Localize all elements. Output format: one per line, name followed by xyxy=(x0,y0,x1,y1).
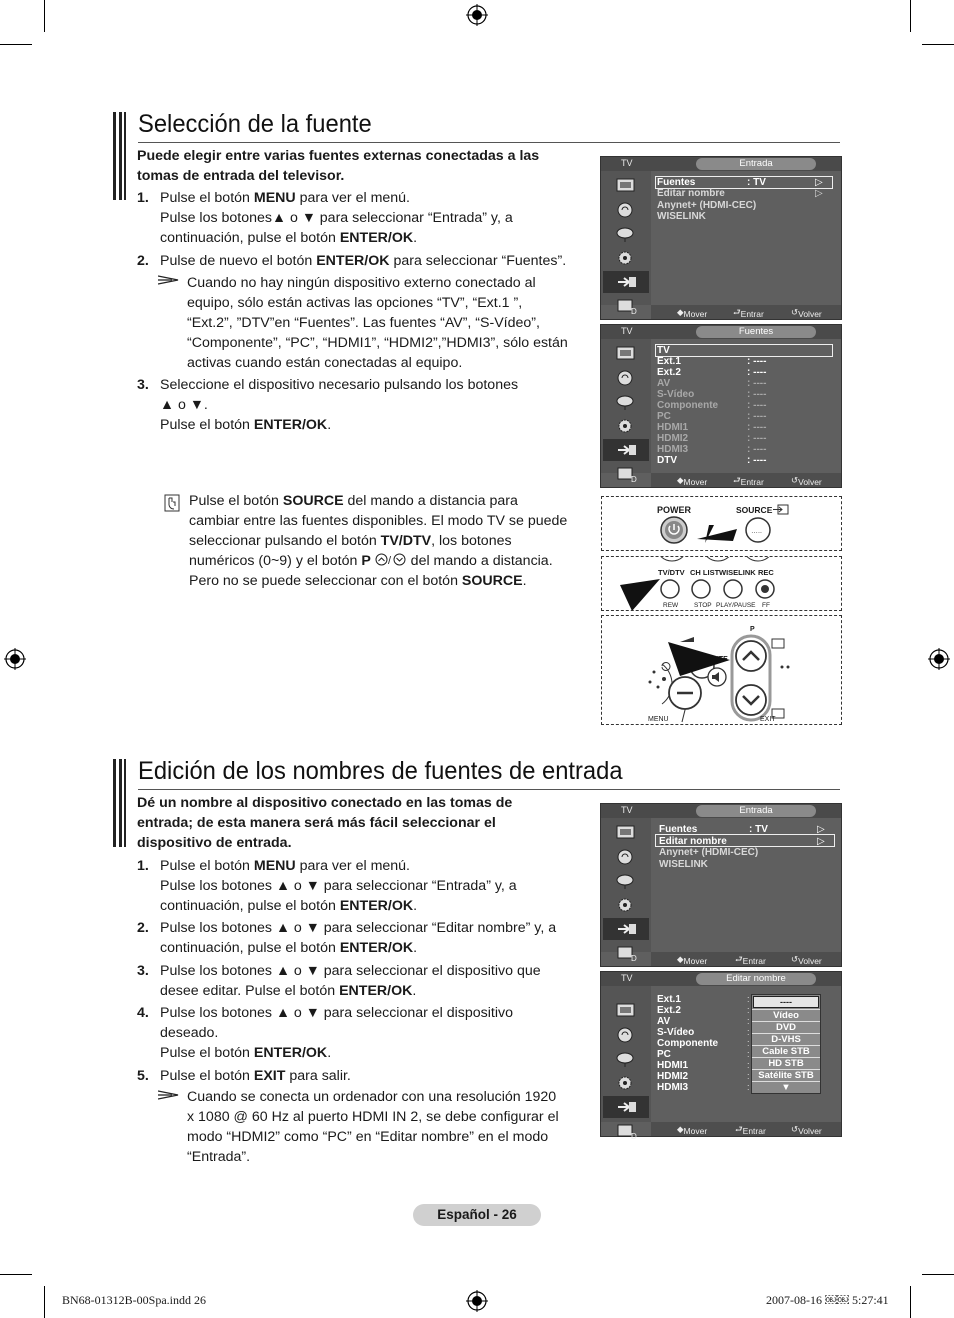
p-label: P xyxy=(750,626,755,633)
step-number: 3. xyxy=(137,963,149,979)
osd-footer: ◆ Mover ⮐ Entrar ↺ Volver xyxy=(651,473,841,487)
digital-menu-icon[interactable] xyxy=(603,295,649,317)
setup-menu-icon[interactable] xyxy=(603,247,649,269)
osd-row[interactable]: S-Vídeo xyxy=(657,1027,695,1038)
crop-mark xyxy=(0,1274,32,1275)
osd-row: HDMI2 : ---- xyxy=(657,433,767,444)
note-text: Cuando se conecta un ordenador con una resolución 1920 x 1080 @ 60 Hz al puerto HDMI IN 2, se debe configurar el modo “HDMI2” como “PC” en “Editar nombre” en el modo “Entrada”. xyxy=(187,1089,559,1165)
osd-row[interactable]: HDMI2 xyxy=(657,1071,689,1082)
osd-row[interactable]: Anynet+ (HDMI-CEC) xyxy=(659,847,759,858)
setup-menu-icon[interactable] xyxy=(603,894,649,916)
channel-menu-icon[interactable] xyxy=(603,1048,649,1070)
note-arrow-icon xyxy=(158,275,180,285)
title-bars xyxy=(113,759,127,847)
wiselink-button[interactable] xyxy=(722,578,744,600)
remote-tip-icon xyxy=(164,494,180,512)
sound-menu-icon[interactable] xyxy=(603,1024,649,1046)
remote-button-outlines xyxy=(602,556,841,565)
picture-menu-icon[interactable] xyxy=(603,343,649,365)
colon-column: : : : : : : : : : xyxy=(747,994,750,1092)
page-title: Selección de la fuente xyxy=(138,110,372,138)
osd-editar-nombre-menu: TV Editar nombre D Ext.1 Ext.2 AV S-Vídeo Componente PC HDMI1 HDMI2 HDMI3 : : : : : : : : : ---- Vídeo DVD D-VHS Cable STB HD STB Satélite STB ▼ ◆ Mover ⮐ Entrar ↺ Volver xyxy=(600,971,842,1137)
pointer-arrow-icon xyxy=(618,577,668,611)
crop-mark xyxy=(922,44,954,45)
name-option[interactable]: Cable STB xyxy=(752,1045,820,1057)
registration-mark-icon xyxy=(466,4,488,26)
page-number-badge: Español - 26 xyxy=(413,1204,541,1226)
channel-menu-icon[interactable] xyxy=(603,391,649,413)
section-title: Edición de los nombres de fuentes de entrada xyxy=(138,757,623,785)
name-option[interactable]: Satélite STB xyxy=(752,1069,820,1081)
osd-fuentes-menu: TV Fuentes D TV Ext.1 : ---- Ext.2 : ---- AV : ---- S-Vídeo : ---- Componente : ---- PC : ---- HDMI1 : ---- HDMI2 : ---- HDMI3 : ---- DTV : ---- ◆ Mover ⮐ Entrar ↺ Volver xyxy=(600,324,842,488)
osd-row[interactable]: Componente xyxy=(657,1038,719,1049)
step-2-text: Pulse los botones ▲ o ▼ para seleccionar “Editar nombre” y, a continuación, pulse el botón ENTER/OK. xyxy=(160,920,557,956)
sound-menu-icon[interactable] xyxy=(603,846,649,868)
note-arrow-icon xyxy=(158,1090,180,1100)
chlist-button[interactable] xyxy=(690,578,712,600)
step-number: 2. xyxy=(137,253,149,269)
registration-mark-icon xyxy=(4,648,26,670)
name-option[interactable]: Vídeo xyxy=(752,1009,820,1021)
playpause-label: PLAY/PAUSE xyxy=(716,602,756,609)
osd-row[interactable]: Anynet+ (HDMI-CEC) xyxy=(657,200,757,211)
osd-row[interactable]: HDMI1 xyxy=(657,1060,689,1071)
osd-sidebar xyxy=(601,986,651,1140)
step-3-text: Seleccione el dispositivo necesario pulsando los botones ▲ o ▼. Pulse el botón ENTER/OK. xyxy=(160,377,519,433)
tip-text: Pulse el botón SOURCE del mando a distancia para cambiar entre las fuentes disponibles. El modo TV se puede seleccionar pulsando el botón TV/DTV, los botones numéricos (0~9) y el botón P / del mando a distancia. Pero no se puede seleccionar con el botón SOURCE. xyxy=(189,493,568,589)
input-menu-icon[interactable] xyxy=(603,918,649,940)
osd-sidebar xyxy=(601,818,651,962)
name-option[interactable]: HD STB xyxy=(752,1057,820,1069)
title-rule xyxy=(138,789,840,790)
step-4-text: Pulse los botones ▲ o ▼ para seleccionar el dispositivo deseado. Pulse el botón ENTER/OK. xyxy=(160,1005,514,1061)
sound-menu-icon[interactable] xyxy=(603,367,649,389)
osd-row[interactable]: Ext.2 xyxy=(657,1005,681,1016)
ff-label: FF xyxy=(762,602,770,609)
osd-row: PC : ---- xyxy=(657,411,767,422)
name-option[interactable]: D-VHS xyxy=(752,1033,820,1045)
wiselink-label: WISELINK xyxy=(719,568,756,577)
digital-menu-icon[interactable] xyxy=(603,463,649,485)
crop-mark xyxy=(910,0,911,32)
osd-row[interactable]: TV xyxy=(657,345,670,356)
svg-text:…..: ….. xyxy=(751,528,762,535)
osd-header: Entrada xyxy=(696,805,816,817)
step-number: 3. xyxy=(137,377,149,393)
osd-row[interactable]: Ext.1 xyxy=(657,994,681,1005)
rew-label: REW xyxy=(663,602,679,609)
osd-row[interactable]: Fuentes : TV ▷ xyxy=(659,824,825,835)
step-2-text: Pulse de nuevo el botón ENTER/OK para seleccionar “Fuentes”. xyxy=(160,253,567,269)
setup-menu-icon[interactable] xyxy=(603,1072,649,1094)
note-text: Cuando no hay ningún dispositivo externo conectado al equipo, sólo están activas las opciones “TV”, “Ext.1 ”, “Ext.2”, ”DTV”en “Fuentes”. Las fuentes “AV”, “S-Vídeo”, “Componente”, “PC”, “HDMI1”, “HDMI2”,”HDMI3”, sólo están activas cuando están conectadas al equipo. xyxy=(187,275,568,371)
svg-text:D: D xyxy=(631,475,637,483)
remote-tvdtv-row xyxy=(601,556,842,611)
registration-mark-icon xyxy=(928,648,950,670)
input-menu-icon[interactable] xyxy=(603,1096,649,1118)
p-updown-icon xyxy=(375,553,407,566)
crop-mark xyxy=(910,1286,911,1318)
power-label: POWER xyxy=(657,505,692,515)
osd-entrada-menu: TV Entrada D Fuentes : TV ▷ Editar nombre ▷ Anynet+ (HDMI-CEC) WISELINK ◆ Mover ⮐ Entrar ↺ Volver xyxy=(600,156,842,320)
osd-row[interactable]: AV xyxy=(657,1016,671,1027)
stop-label: STOP xyxy=(694,602,712,609)
channel-menu-icon[interactable] xyxy=(603,223,649,245)
pointer-arrow-icon xyxy=(668,638,742,678)
volume-down-button[interactable] xyxy=(666,674,704,712)
exit-label: EXIT xyxy=(760,716,776,723)
osd-row: S-Vídeo : ---- xyxy=(657,389,767,400)
osd-row[interactable]: Ext.1 : ---- xyxy=(657,356,767,367)
step-number: 1. xyxy=(137,190,149,206)
step-number: 2. xyxy=(137,920,149,936)
osd-row: AV : ---- xyxy=(657,378,767,389)
osd-entrada-menu: TV Entrada D Fuentes : TV ▷ Editar nombre ▷ Anynet+ (HDMI-CEC) WISELINK ◆ Mover ⮐ Entrar ↺ Volver xyxy=(600,803,842,967)
menu-label: MENU xyxy=(648,716,669,723)
scroll-down-icon[interactable]: ▼ xyxy=(752,1081,820,1093)
osd-header: Fuentes xyxy=(696,326,816,338)
rec-button[interactable] xyxy=(754,578,776,600)
digital-menu-icon[interactable] xyxy=(603,942,649,964)
osd-row[interactable]: Editar nombre ▷ xyxy=(659,836,825,847)
title-bars xyxy=(113,112,127,200)
osd-header: Entrada xyxy=(696,158,816,170)
rec-label: REC xyxy=(758,568,774,577)
crop-mark xyxy=(0,44,32,45)
remote-power-source xyxy=(601,496,842,551)
osd-sidebar xyxy=(601,171,651,315)
date-slug: 2007-08-16 ￼￼ 5:27:41 xyxy=(766,1293,889,1307)
source-input-icon xyxy=(773,504,789,515)
osd-row[interactable]: DTV : ---- xyxy=(657,455,767,466)
svg-text:D: D xyxy=(631,954,637,962)
picture-menu-icon[interactable] xyxy=(603,1000,649,1022)
osd-row[interactable]: Ext.2 : ---- xyxy=(657,367,767,378)
osd-sidebar xyxy=(601,339,651,483)
chlist-label: CH LIST xyxy=(690,568,720,577)
osd-header: Editar nombre xyxy=(696,973,816,985)
power-button[interactable] xyxy=(658,515,690,545)
step-number: 5. xyxy=(137,1068,149,1084)
osd-row[interactable]: Editar nombre ▷ xyxy=(657,188,823,199)
name-option-selected[interactable]: ---- xyxy=(753,996,819,1008)
sound-menu-icon[interactable] xyxy=(603,199,649,221)
osd-row[interactable]: WISELINK xyxy=(657,211,706,222)
tvdtv-label: TV/DTV xyxy=(658,568,685,577)
setup-menu-icon[interactable] xyxy=(603,415,649,437)
digital-menu-icon[interactable] xyxy=(603,1120,649,1142)
intro-text: Puede elegir entre varias fuentes externas conectadas a las tomas de entrada del televisor. xyxy=(137,148,540,184)
input-menu-icon[interactable] xyxy=(603,271,649,293)
osd-row[interactable]: PC xyxy=(657,1049,671,1060)
step-number: 1. xyxy=(137,858,149,874)
step-3-text: Pulse los botones ▲ o ▼ para seleccionar el dispositivo que desee editar. Pulse el botón ENTER/OK. xyxy=(160,963,541,999)
osd-row: HDMI1 : ---- xyxy=(657,422,767,433)
osd-footer: ◆ Mover ⮐ Entrar ↺ Volver xyxy=(651,305,841,319)
osd-footer: ◆ Mover ⮐ Entrar ↺ Volver xyxy=(651,1122,841,1136)
crop-mark xyxy=(44,0,45,32)
crop-mark xyxy=(44,1286,45,1318)
osd-row[interactable]: HDMI3 xyxy=(657,1082,689,1093)
step-5-text: Pulse el botón EXIT para salir. xyxy=(160,1068,351,1084)
osd-row: Componente : ---- xyxy=(657,400,767,411)
name-options-list xyxy=(751,994,821,1094)
svg-text:D: D xyxy=(631,307,637,315)
channel-menu-icon[interactable] xyxy=(603,870,649,892)
osd-footer: ◆ Mover ⮐ Entrar ↺ Volver xyxy=(651,952,841,966)
svg-text:/: / xyxy=(387,555,391,566)
picture-menu-icon[interactable] xyxy=(603,822,649,844)
step-1-text: Pulse el botón MENU para ver el menú. Pulse los botones ▲ o ▼ para seleccionar “Entrada” y, a continuación, pulse el botón ENTER/OK. xyxy=(160,858,517,914)
input-menu-icon[interactable] xyxy=(603,439,649,461)
intro-text: Dé un nombre al dispositivo conectado en las tomas de entrada; de esta manera será más fácil seleccionar el dispositivo de entrada. xyxy=(137,795,513,851)
crop-mark xyxy=(922,1274,954,1275)
remote-channel-pad xyxy=(601,615,842,725)
title-rule xyxy=(138,142,840,143)
name-option[interactable]: DVD xyxy=(752,1021,820,1033)
osd-highlight xyxy=(655,344,833,357)
picture-menu-icon[interactable] xyxy=(603,175,649,197)
source-label: SOURCE xyxy=(736,505,773,515)
osd-row[interactable]: WISELINK xyxy=(659,859,708,870)
file-slug: BN68-01312B-00Spa.indd 26 xyxy=(62,1293,206,1307)
step-1-text: Pulse el botón MENU para ver el menú. Pulse los botones▲ o ▼ para seleccionar “Entrada” y, a continuación, pulse el botón ENTER/OK. xyxy=(160,190,513,246)
osd-row: HDMI3 : ---- xyxy=(657,444,767,455)
svg-text:D: D xyxy=(631,1132,637,1140)
step-number: 4. xyxy=(137,1005,149,1021)
osd-row[interactable]: Fuentes : TV ▷ xyxy=(657,177,823,188)
registration-mark-icon xyxy=(466,1290,488,1312)
pointer-arrow-icon xyxy=(697,507,747,547)
